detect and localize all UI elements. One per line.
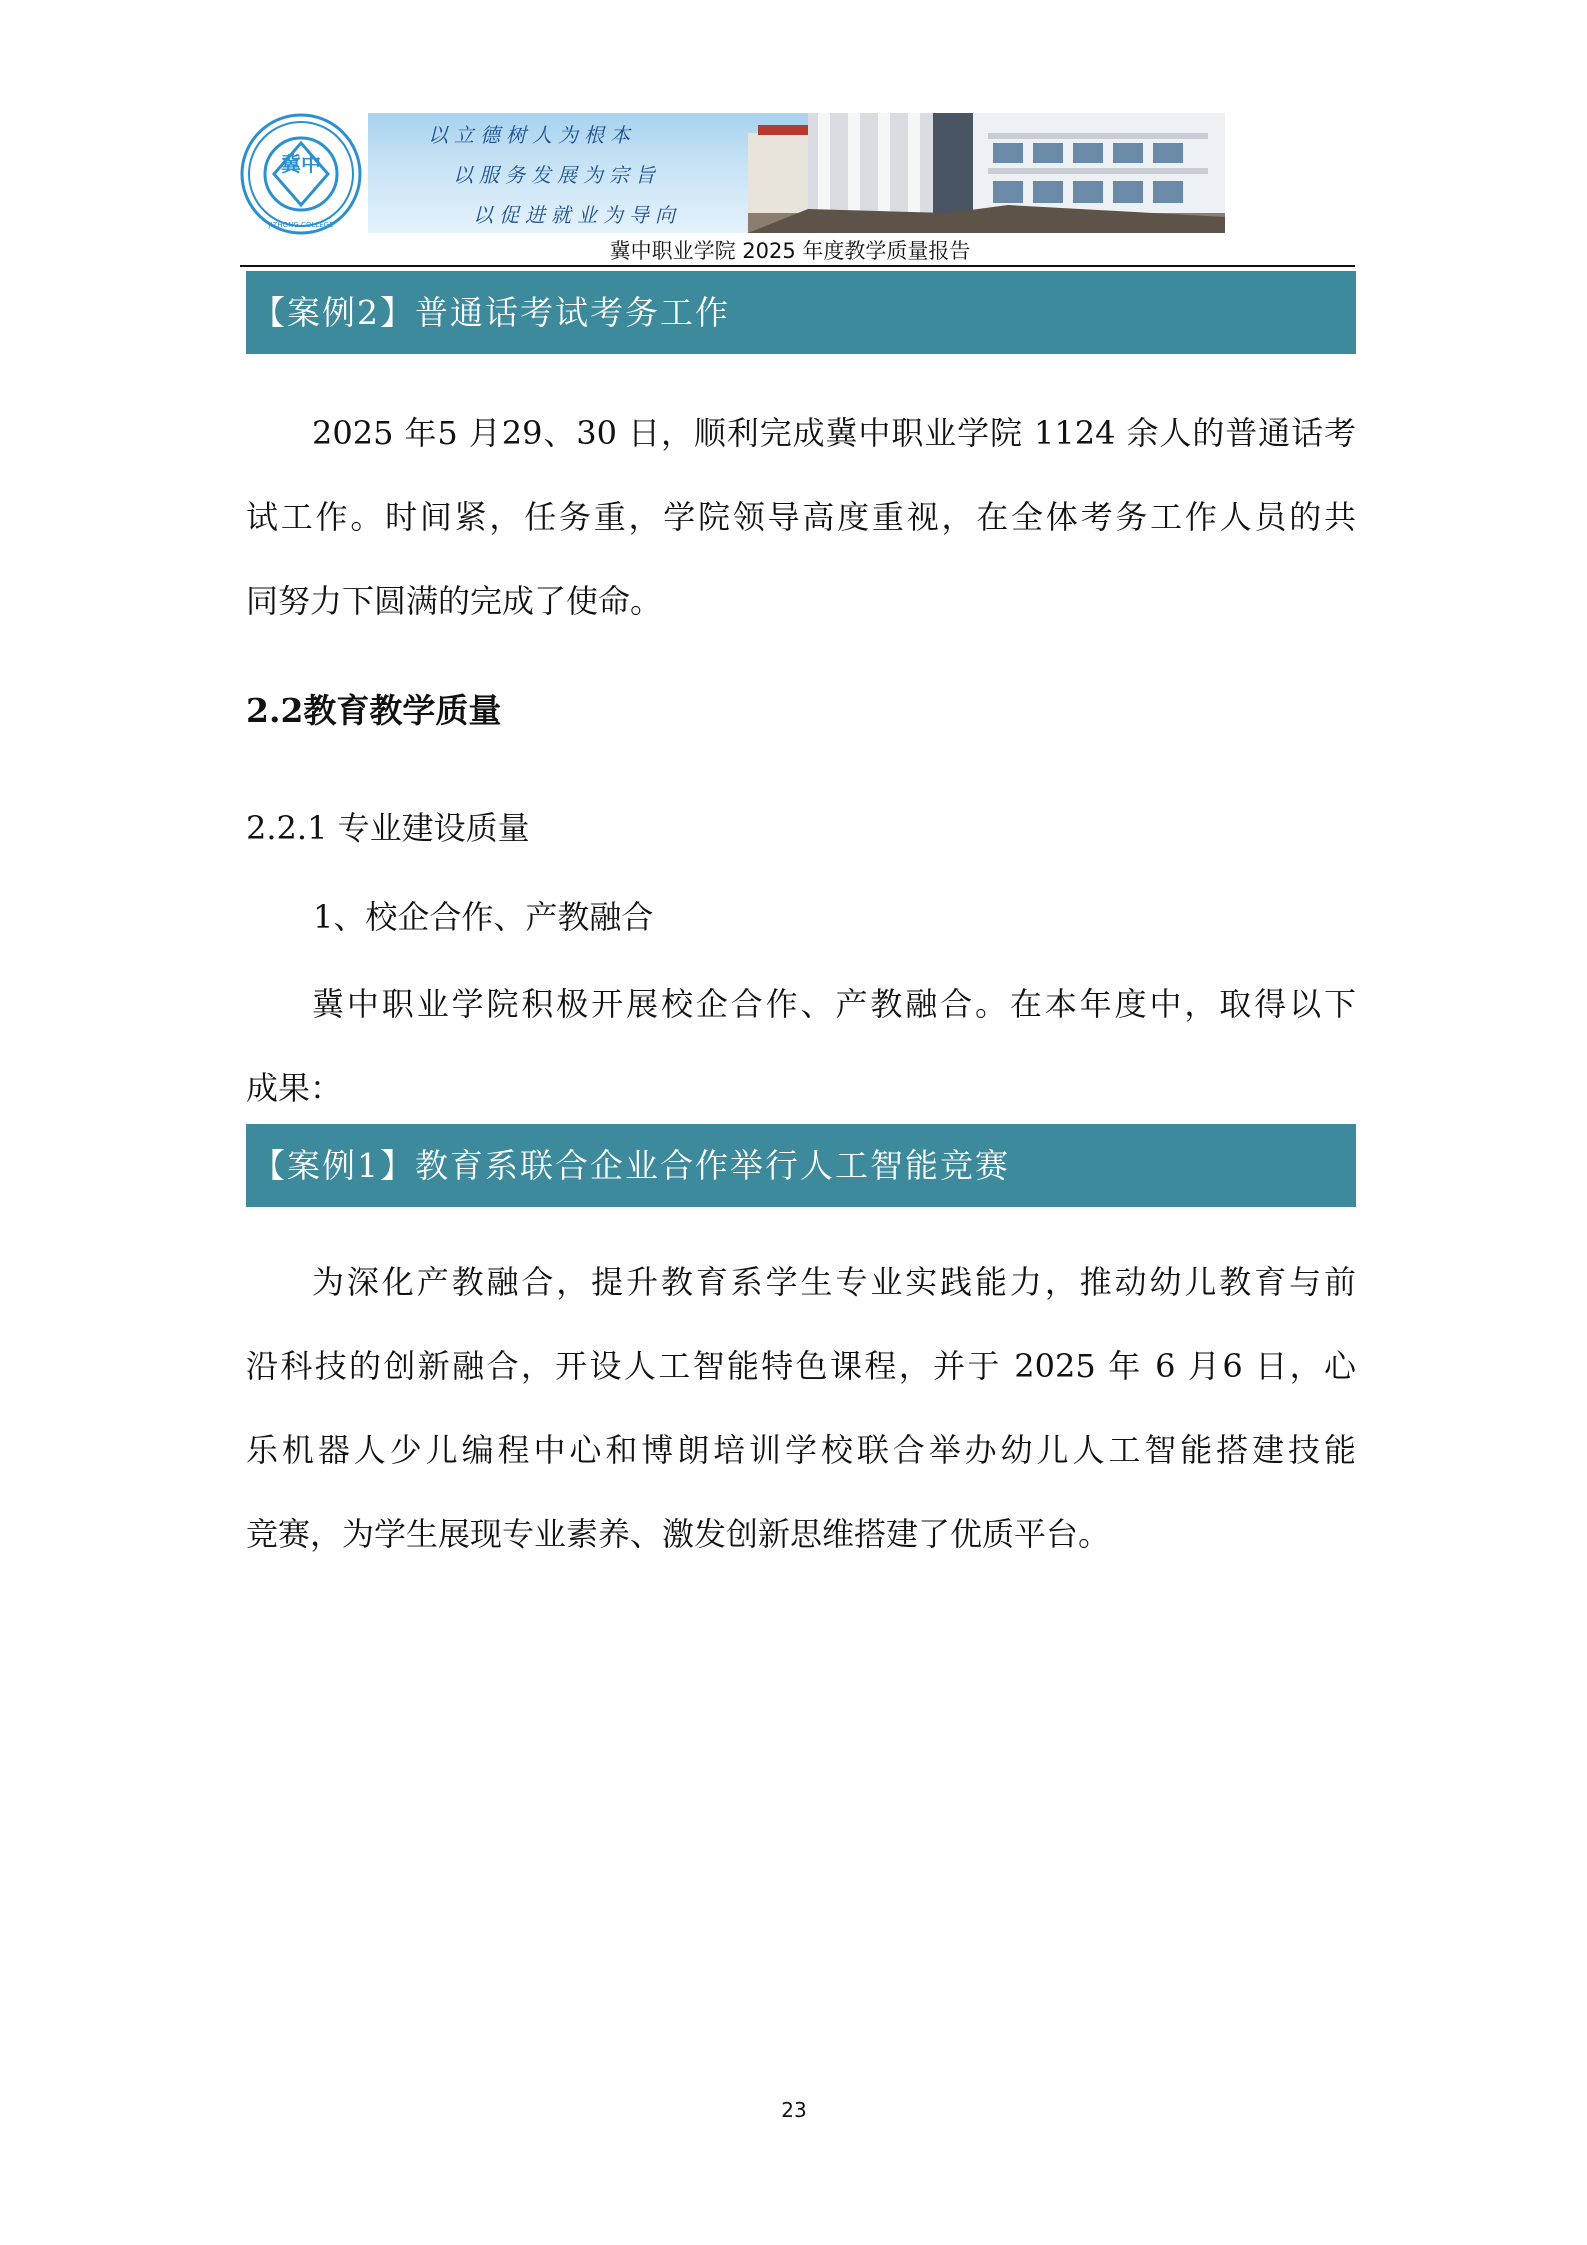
case-title-bar: 【案例2】普通话考试考务工作 <box>246 271 1356 354</box>
logo-text: 冀中 <box>281 152 321 176</box>
paragraph-line: 沿科技的创新融合，开设人工智能特色课程，并于 2025 年 6 月6 日，心 <box>246 1347 1356 1385</box>
paragraph-line: 同努力下圆满的完成了使命。 <box>246 582 663 620</box>
subsection-heading: 2.2.1 专业建设质量 <box>246 809 530 847</box>
campus-building-image <box>748 113 1225 233</box>
paragraph-line: 2025 年5 月29、30 日，顺利完成冀中职业学院 1124 余人的普通话考 <box>312 414 1356 452</box>
report-title: 冀中职业学院 2025 年度教学质量报告 <box>609 239 971 263</box>
paragraph-line: 为深化产教融合，提升教育系学生专业实践能力，推动幼儿教育与前 <box>312 1263 1356 1301</box>
paragraph-cooperation-intro <box>246 962 1356 1130</box>
paragraph-line: 竞赛，为学生展现专业素养、激发创新思维搭建了优质平台。 <box>246 1515 1111 1553</box>
paragraph-line: 乐机器人少儿编程中心和博朗培训学校联合举办幼儿人工智能搭建技能 <box>246 1431 1356 1469</box>
page-header <box>240 113 1240 235</box>
list-item: 1、校企合作、产教融合 <box>313 898 654 936</box>
paragraph-mandarin-exam <box>246 391 1356 643</box>
case-title-bar: 【案例1】教育系联合企业合作举行人工智能竞赛 <box>246 1124 1356 1207</box>
page-number: 23 <box>781 2098 807 2122</box>
motto-line: 以促进就业为导向 <box>473 203 681 227</box>
college-logo <box>240 113 362 235</box>
motto-line: 以立德树人为根本 <box>428 123 636 147</box>
paragraph-line: 成果： <box>246 1069 343 1107</box>
header-banner <box>368 113 1225 233</box>
paragraph-line: 试工作。时间紧，任务重，学院领导高度重视，在全体考务工作人员的共 <box>246 498 1356 536</box>
paragraph-line: 冀中职业学院积极开展校企合作、产教融合。在本年度中，取得以下 <box>312 985 1356 1023</box>
paragraph-ai-competition <box>246 1240 1356 1576</box>
logo-ring-text: JIZHONG COLLEGE <box>268 221 334 229</box>
header-divider <box>240 265 1355 267</box>
section-heading: 2.2教育教学质量 <box>246 691 502 730</box>
motto-line: 以服务发展为宗旨 <box>453 163 661 187</box>
